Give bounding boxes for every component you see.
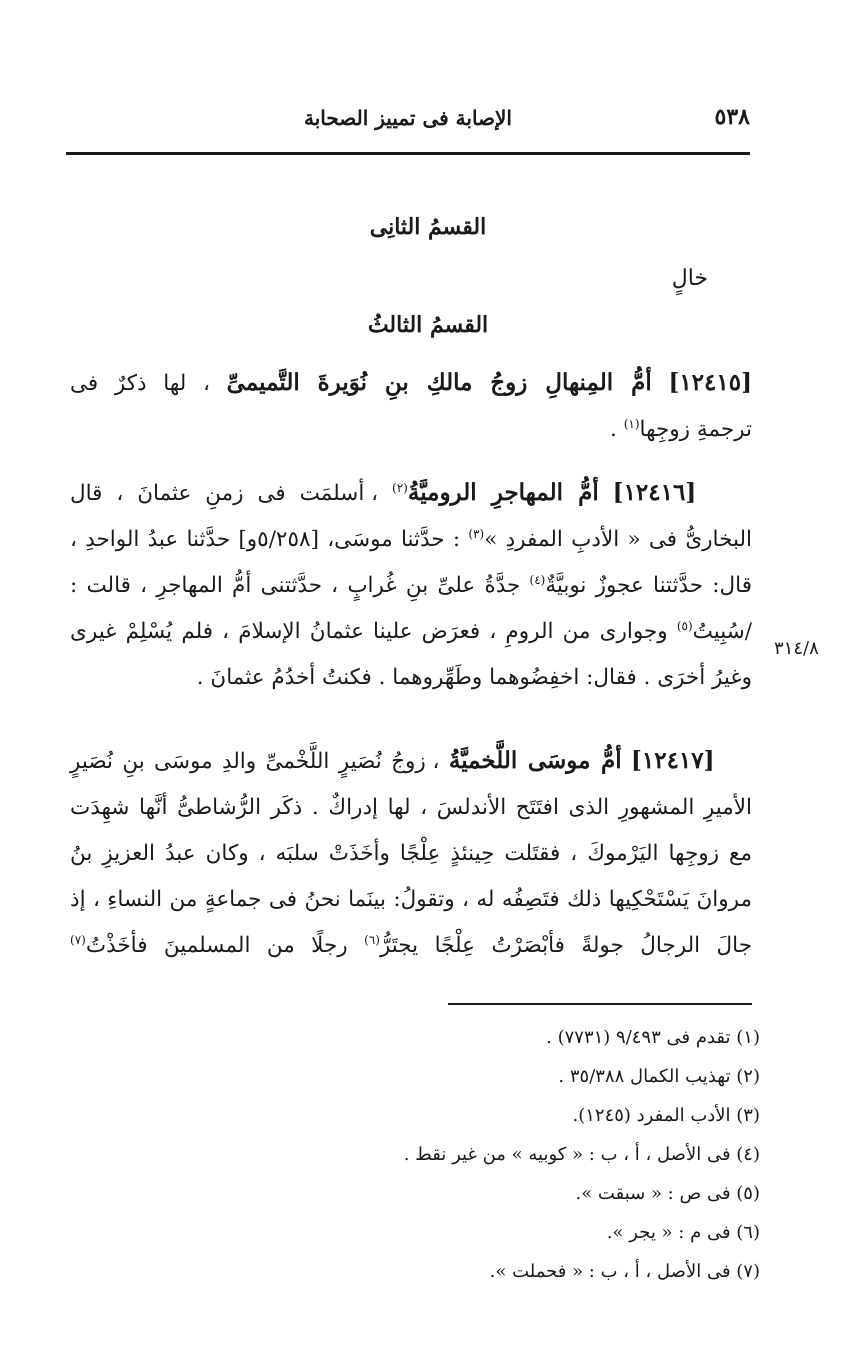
entry-text: جالَ الرجالُ جولةً فأبْصَرْتُ عِلْجًا يجتَرُّ — [379, 933, 752, 958]
entry-12416 — [70, 470, 752, 701]
footnote-marker: (٢) — [392, 480, 408, 495]
header-rule — [66, 152, 750, 155]
entry-line — [70, 609, 752, 655]
entry-text: وجوارى من الرومِ ، فعرَض علينا عثمانُ الإسلامَ ، فلم يُسْلِمْ غيرى — [70, 619, 668, 644]
entry-name: أمُّ المِنهالِ زوجُ مالكِ بنِ نُوَيرةَ التَّميمىِّ — [226, 369, 652, 396]
entry-text: . — [610, 417, 617, 442]
footnote-marker: (١) — [623, 416, 640, 431]
entry-text: البخارىُّ فى « الأدبِ المفردِ » — [484, 527, 752, 552]
entry-text: وغيرُ أخرَى . فقال: اخفِضُوهما وطَهِّروهما . فكنتُ أخدُمُ عثمانَ . — [196, 665, 752, 690]
entry-text: /سُبِيتُ — [692, 619, 752, 644]
entry-12417 — [70, 738, 752, 969]
entry-12415 — [70, 360, 752, 453]
entry-text: ، زوجُ نُصَيرٍ اللَّخْمىِّ والدِ موسَى بنِ نُصَيرٍ — [70, 749, 440, 774]
entry-text: ، أسلمَت فى زمنِ عثمانَ ، قال — [70, 481, 379, 506]
entry-number: [١٢٤١٥ — [679, 369, 752, 396]
footnote-marker: (٥) — [676, 618, 693, 633]
entry-text: جدَّةُ علىِّ بنِ غُرابٍ ، حدَّثتنى أمُّ المهاجرِ ، قالت : — [70, 573, 521, 598]
section-heading-second: القسمُ الثانِى — [369, 214, 487, 240]
footnote: (٤) فى الأصل ، أ ، ب : « كوبيه » من غير نقط . — [403, 1144, 760, 1165]
entry-line: مروانَ يَسْتَحْكِيها ذلك فتَصِفُه له ، وتقولُ: بينَما نحنُ فى جماعةٍ من النساءِ ، إذ — [70, 887, 752, 912]
entry-line — [70, 407, 752, 453]
footnote-marker: (٦) — [364, 932, 380, 947]
entry-line — [70, 517, 752, 563]
footnote: (٢) تهذيب الكمال ٣٥/٣٨٨ . — [558, 1066, 760, 1087]
footnote-marker: (٤) — [529, 572, 546, 587]
running-header — [66, 100, 750, 150]
entry-name: أمُّ موسَى اللَّخميَّةُ — [448, 747, 622, 774]
entry-line: [١٢٤١٧] أمُّ موسَى اللَّخميَّةُ ، زوجُ نُصَيرٍ اللَّخْمىِّ والدِ موسَى بنِ نُصَيرٍ — [70, 747, 715, 774]
footnote-marker: (٣) — [468, 526, 485, 541]
footnotes — [200, 1018, 760, 1291]
footnote: (٦) فى م : « يجر ». — [606, 1222, 760, 1243]
entry-line — [70, 563, 752, 609]
empty-section-note: خالٍ — [671, 266, 708, 291]
entry-line: [١٢٤١٥] أمُّ المِنهالِ زوجُ مالكِ بنِ نُوَيرةَ التَّميمىِّ ، لها ذكرٌ فى — [70, 369, 752, 396]
footnote: (١) تقدم فى ٩/٤٩٣ (٧٧٣١) . — [546, 1027, 760, 1048]
entry-line: مع زوجِها اليَرْموكَ ، فقتَلت حِينئذٍ عِلْجًا وأخَذَتْ سلبَه ، وكان عبدُ العزيزِ بنُ — [70, 841, 752, 866]
entry-number: [١٢٤١٦ — [623, 479, 697, 506]
footnote: (٥) فى ص : « سبقت ». — [575, 1183, 760, 1204]
entry-text: ترجمةِ زوجِها — [639, 417, 752, 442]
section-heading-third: القسمُ الثالثُ — [367, 312, 489, 338]
entry-name: أمُّ المهاجرِ الروميَّةُ — [407, 479, 599, 506]
entry-text: ، لها ذكرٌ فى — [70, 371, 210, 396]
book-title: الإصابة فى تمييز الصحابة — [304, 106, 512, 130]
page-number: ٥٣٨ — [714, 104, 750, 130]
entry-number: [١٢٤١٧ — [641, 747, 715, 774]
footnotes-rule — [448, 1003, 752, 1005]
entry-line: [١٢٤١٦] أمُّ المهاجرِ الروميَّةُ$^{(٢)}$ ، أسلمَت فى زمنِ عثمانَ ، قال — [70, 479, 697, 506]
margin-volume-reference: ٣١٤/٨ — [774, 638, 819, 659]
entry-line — [70, 923, 752, 969]
footnote: (٧) فى الأصل ، أ ، ب : « فحملت ». — [489, 1261, 760, 1282]
entry-text: : حدَّثنا موسَى، [٥/٢٥٨و] حدَّثنا عبدُ الواحدِ ، — [70, 527, 461, 552]
footnote: (٣) الأدب المفرد (١٢٤٥). — [572, 1105, 760, 1126]
entry-line: الأميرِ المشهورِ الذى افتَتَح الأندلسَ ، لها إدراكٌ . ذكَر الرُّشاطىُّ أنَّها شهِدَت — [70, 795, 752, 820]
entry-text: قال: حدَّثتنا عجوزٌ نوبيَّةٌ — [545, 573, 752, 598]
entry-line — [70, 655, 752, 701]
entry-text: رجلًا من المسلمينَ فأخَذْتُ — [85, 933, 348, 958]
footnote-marker: (٧) — [70, 932, 86, 947]
